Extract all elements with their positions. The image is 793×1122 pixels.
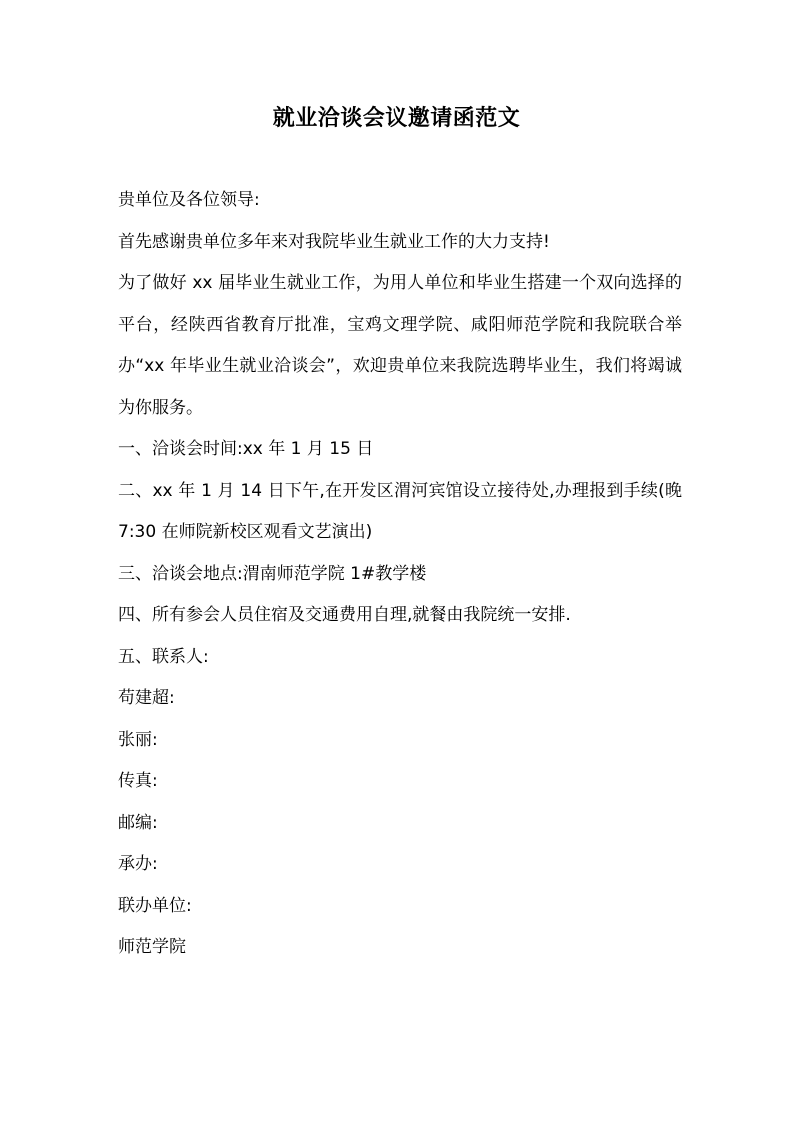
fax-line: 传真:: [118, 771, 158, 791]
item-expenses: 四、所有参会人员住宿及交通费用自理,就餐由我院统一安排.: [118, 605, 571, 625]
document-body: [118, 180, 682, 969]
item-reception: 二、xx 年 1 月 14 日下午,在开发区渭河宾馆设立接待处,办理报到手续(晚 7:30 在师院新校区观看文艺演出): [118, 480, 682, 542]
salutation: 贵单位及各位领导:: [118, 190, 260, 210]
item-contacts: 五、联系人:: [118, 646, 209, 667]
paragraph-intro: 为了做好 xx 届毕业生就业工作，为用人单位和毕业生搭建一个双向选择的平台，经陕西省教育厅批准，宝鸡文理学院、咸阳师范学院和我院联合举办“xx 年毕业生就业洽谈会”，欢迎贵单位来我院选聘毕业生，我们将竭诚为你服务。: [118, 273, 682, 418]
item-time: 一、洽谈会时间:xx 年 1 月 15 日: [118, 439, 374, 459]
paragraph-thanks: 首先感谢贵单位多年来对我院毕业生就业工作的大力支持!: [118, 231, 550, 252]
contact-gou: 苟建超:: [118, 688, 175, 708]
item-location: 三、洽谈会地点:渭南师范学院 1#教学楼: [118, 563, 427, 584]
document-title: 就业洽谈会议邀请函范文: [272, 106, 521, 131]
organizer-line: 承办:: [118, 854, 158, 874]
postcode-line: 邮编:: [118, 812, 158, 833]
signature-line: 师范学院: [118, 937, 186, 957]
contact-zhang: 张丽:: [118, 729, 158, 750]
co-organizer-line: 联办单位:: [118, 895, 192, 916]
